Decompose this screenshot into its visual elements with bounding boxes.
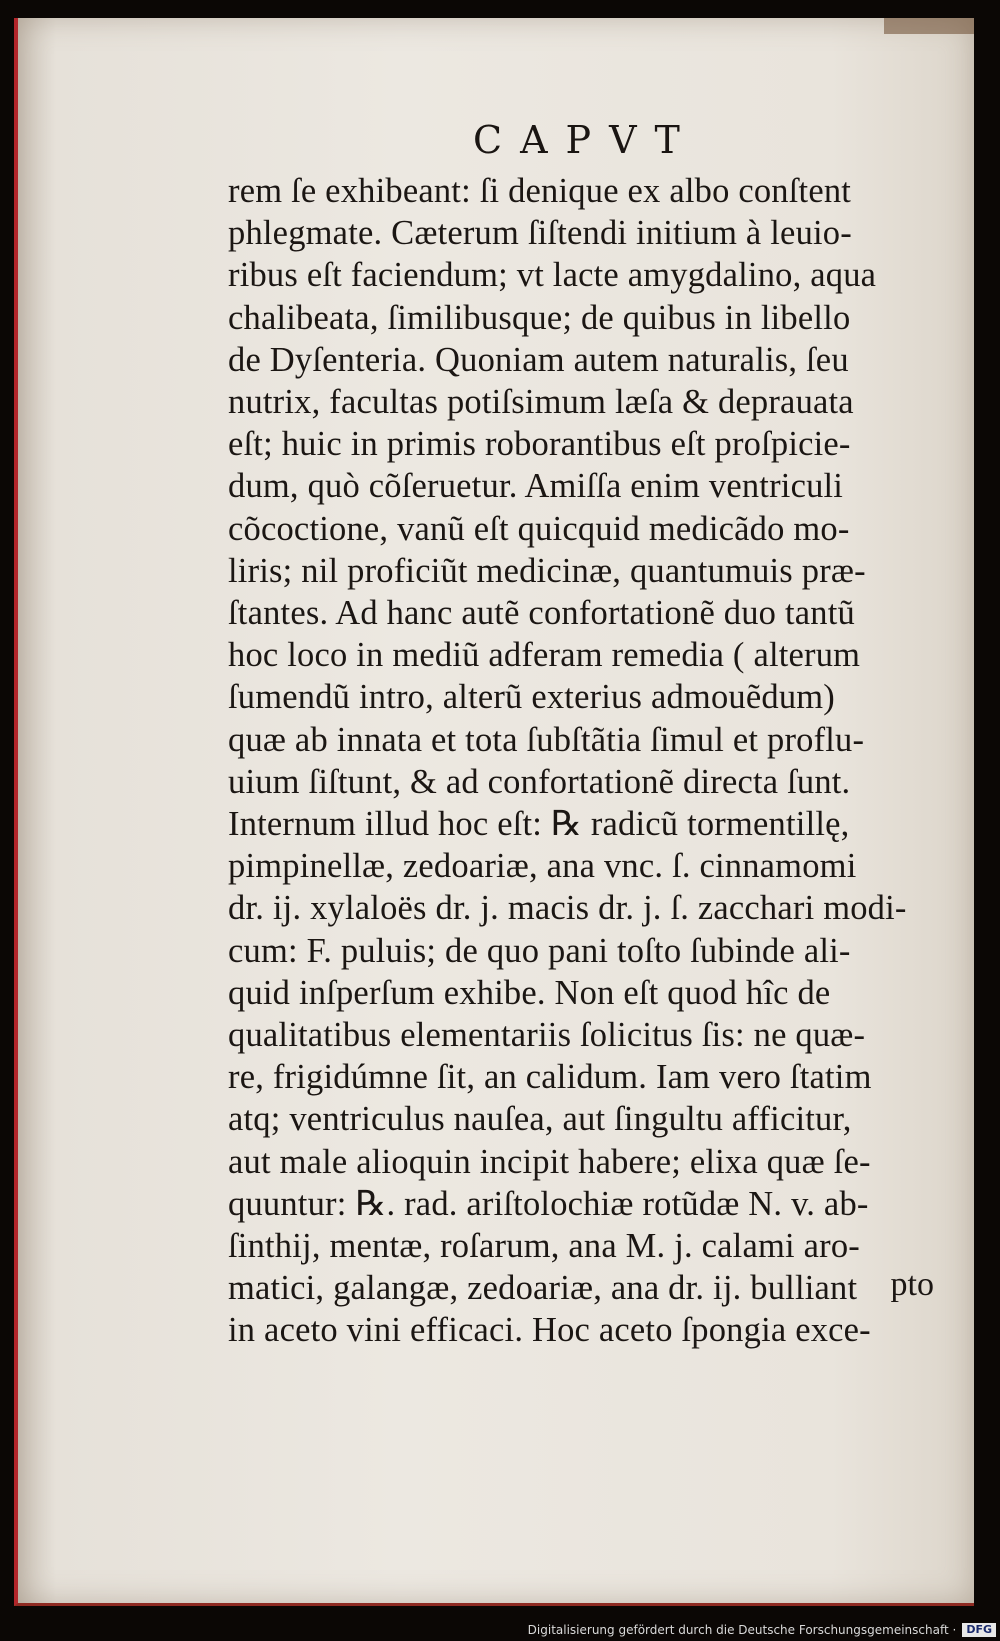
text-line: aut male alioquin incipit habere; elixa quæ ſe- [228,1142,871,1181]
text-line: de Dyſenteria. Quoniam autem naturalis, ſeu [228,340,849,379]
text-line: phlegmate. Cæterum ſiſtendi initium à leuio- [228,214,852,253]
digitization-footer [528,1621,996,1639]
text-line: atq; ventriculus nauſea, aut ſingultu afficitur, [228,1100,852,1139]
text-line: ribus eſt faciendum; vt lacte amygdalino, aqua [228,256,877,295]
text-line: re, frigidúmne ſit, an calidum. Iam vero ſtatim [228,1058,872,1097]
text-line: ſtantes. Ad hanc autẽ confortationẽ duo tantũ [228,594,855,633]
text-line: cum: F. puluis; de quo pani toſto ſubinde ali- [228,931,851,970]
text-line: qualitatibus elementariis ſolicitus ſis: ne quæ- [228,1016,866,1055]
text-line: rem ſe exhibeant: ſi denique ex albo conſtent [228,172,852,210]
text-line: quuntur: ℞. rad. ariſtolochiæ rotũdæ N. v. ab- [228,1184,869,1223]
text-line: dum, quò cõſeruetur. Amiſſa enim ventriculi [228,467,844,506]
text-line: quæ ab innata et tota ſubſtãtia ſimul et proflu- [228,720,865,759]
text-line: liris; nil proficiũt medicinæ, quantumuis præ- [228,551,866,590]
text-line: dr. ij. xylaloës dr. j. macis dr. j. ſ. zacchari modi- [228,889,907,928]
text-line: eſt; huic in primis roborantibus eſt proſpicie- [228,425,851,464]
text-line: Internum illud hoc eſt: ℞ radicũ tormentillę, [228,805,850,844]
running-head: CAPVT [473,118,698,162]
text-line: ſinthij, mentæ, roſarum, ana M. j. calami aro- [228,1227,860,1266]
text-line: cõcoctione, vanũ eſt quicquid medicãdo mo- [228,509,850,548]
text-line: nutrix, facultas potiſsimum læſa & deprauata [228,383,854,422]
catchword: pto [890,1266,934,1303]
text-line: chalibeata, ſimilibusque; de quibus in libello [228,298,851,337]
body-text [228,170,968,1352]
dfg-logo-icon: DFG [962,1623,996,1637]
text-line: hoc loco in mediũ adferam remedia ( alterum [228,636,861,675]
footer-credit: Digitalisierung gefördert durch die Deutsche Forschungsgemeinschaft · [527,1623,957,1637]
text-line: ſumendũ intro, alterũ exterius admouẽdum) [228,678,835,717]
text-line: in aceto vini efficaci. Hoc aceto ſpongia exce- [228,1311,871,1350]
text-line: uium ſiſtunt, & ad confortationẽ directa ſunt. [228,762,851,801]
text-line: quid inſperſum exhibe. Non eſt quod hîc de [228,973,831,1012]
text-line: pimpinellæ, zedoariæ, ana vnc. ſ. cinnamomi [228,847,857,886]
book-page [14,18,974,1606]
text-line: matici, galangæ, zedoariæ, ana dr. ij. bulliant [228,1269,858,1308]
page-corner-shadow [884,18,974,34]
